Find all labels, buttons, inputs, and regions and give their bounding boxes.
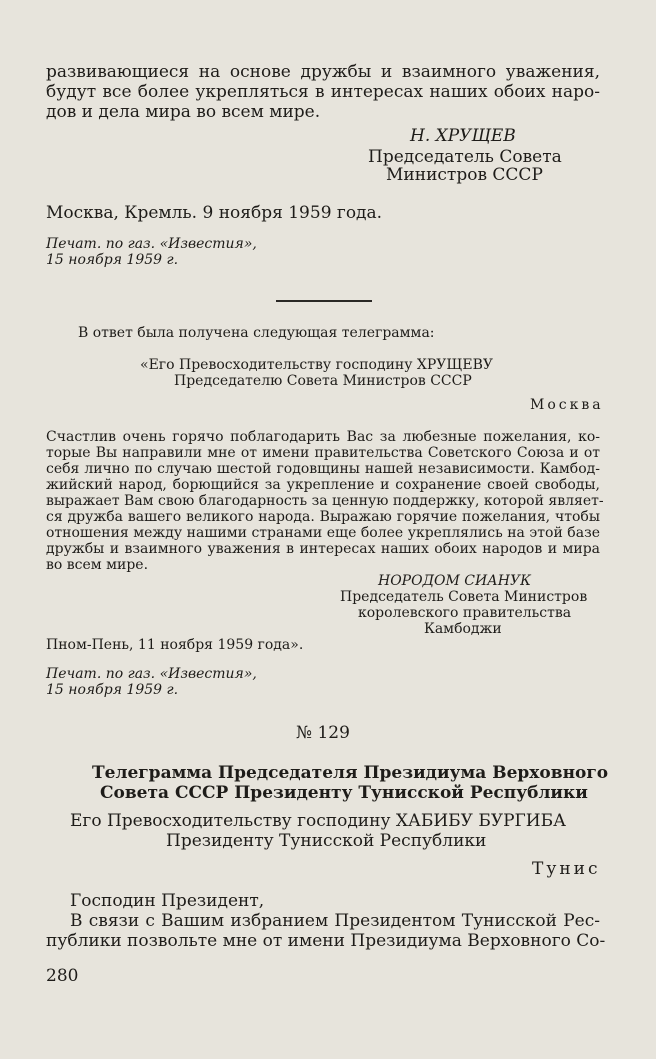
- reply-body-line-4: жийский народ, борющийся за укрепление и сохранение своей свободы,: [46, 477, 600, 493]
- body-line-2: публики позвольте мне от имени Президиума Верховного Со-: [46, 931, 606, 951]
- opening-line-1: развивающиеся на основе дружбы и взаимного уважения,: [46, 62, 600, 82]
- reply-intro: В ответ была получена следующая телеграмма:: [78, 325, 435, 341]
- khrushchev-place-date: Москва, Кремль. 9 ноября 1959 года.: [46, 203, 383, 223]
- page-number: 280: [46, 966, 79, 986]
- reply-address-line-2: Председателю Совета Министров СССР: [174, 373, 472, 389]
- sihanouk-signature-title-1: Председатель Совета Министров: [340, 589, 588, 605]
- source-note-1-line-2: 15 ноября 1959 г.: [46, 252, 179, 268]
- reply-body-line-7: отношения между нашими странами еще более укреплялись на этой базе: [46, 525, 600, 541]
- khrushchev-signature-name: Н. ХРУЩЕВ: [410, 126, 516, 146]
- reply-body-line-3: себя лично по случаю шестой годовщины нашей независимости. Камбод-: [46, 461, 600, 477]
- reply-body-line-5: выражает Вам свою благодарность за ценную поддержку, которой являет-: [46, 493, 604, 509]
- reply-address-city: Москва: [530, 397, 604, 413]
- reply-body-line-9: во всем мире.: [46, 557, 149, 573]
- body-line-1: В связи с Вашим избранием Президентом Тунисской Рес-: [70, 911, 600, 931]
- sihanouk-signature-title-2: королевского правительства: [358, 605, 572, 621]
- document-number: № 129: [296, 723, 350, 743]
- reply-address-line-1: «Его Превосходительству господину ХРУЩЕВУ: [140, 357, 494, 373]
- salutation: Господин Президент,: [70, 891, 265, 911]
- khrushchev-signature-title-1: Председатель Совета: [368, 147, 562, 167]
- heading-line-1: Телеграмма Председателя Президиума Верховного: [92, 763, 609, 783]
- reply-body-line-6: ся дружба вашего великого народа. Выражаю горячие пожелания, чтобы: [46, 509, 600, 525]
- tunisia-address-line-1: Его Превосходительству господину ХАБИБУ БУРГИБА: [70, 811, 566, 831]
- sihanouk-signature-name: НОРОДОМ СИАНУК: [378, 573, 531, 589]
- reply-body-line-1: Счастлив очень горячо поблагодарить Вас за любезные пожелания, ко-: [46, 429, 600, 445]
- source-note-2-line-2: 15 ноября 1959 г.: [46, 682, 179, 698]
- sihanouk-place-date: Пном-Пень, 11 ноября 1959 года».: [46, 637, 304, 653]
- source-note-1-line-1: Печат. по газ. «Известия»,: [46, 236, 257, 252]
- source-note-2-line-1: Печат. по газ. «Известия»,: [46, 666, 257, 682]
- khrushchev-signature-title-2: Министров СССР: [386, 165, 543, 185]
- section-divider: [276, 300, 372, 302]
- opening-line-2: будут все более укрепляться в интересах наших обоих наро-: [46, 82, 600, 102]
- reply-body-line-8: дружбы и взаимного уважения в интересах наших обоих народов и мира: [46, 541, 600, 557]
- heading-line-2: Совета СССР Президенту Тунисской Республики: [100, 783, 588, 803]
- tunisia-address-line-2: Президенту Тунисской Республики: [166, 831, 487, 851]
- tunisia-address-city: Тунис: [532, 859, 601, 879]
- reply-body-line-2: торые Вы направили мне от имени правительства Советского Союза и от: [46, 445, 600, 461]
- sihanouk-signature-title-3: Камбоджи: [424, 621, 502, 637]
- opening-line-3: дов и дела мира во всем мире.: [46, 102, 321, 122]
